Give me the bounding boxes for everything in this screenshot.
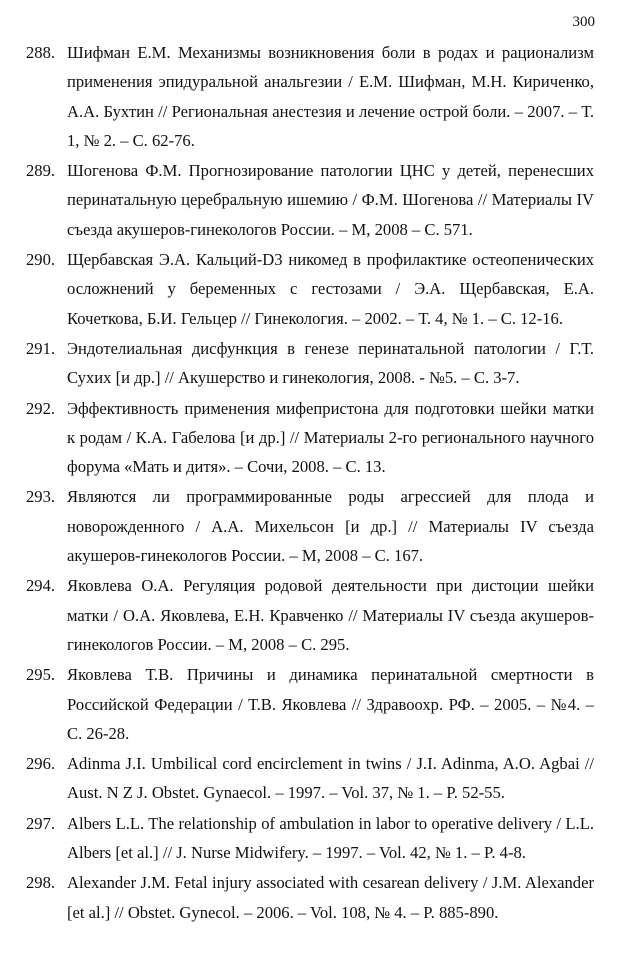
reference-item: [26, 660, 594, 748]
reference-text: Albers L.L. The relationship of ambulation in labor to operative delivery / L.L. Albers [et al.] // J. Nurse Midwifery. – 1997. – Vol. 42, № 1. – P. 4-8.: [67, 813, 594, 863]
reference-list: [26, 38, 594, 928]
reference-text: Щербавская Э.А. Кальций-D3 никомед в профилактике остеопенических осложнений у беременных с гестозами / Э.А. Щербавская, Е.А. Кочеткова, Б.И. Гельцер // Гинекология. – 2002. – Т. 4, № 1. – С. 12-16.: [67, 250, 594, 328]
reference-number: 288.: [26, 43, 56, 62]
reference-item: [26, 809, 594, 868]
reference-item: [26, 394, 594, 482]
reference-text: Эндотелиальная дисфункция в генезе перинатальной патологии / Г.Т. Сухих [и др.] // Акушерство и гинекология, 2008. - №5. – С. 3-7.: [67, 338, 594, 388]
reference-item: [26, 749, 594, 808]
reference-text: Adinma J.I. Umbilical cord encirclement in twins / J.I. Adinma, A.O. Agbai // Aust. N Z J. Obstet. Gynaecol. – 1997. – Vol. 37, № 1. – P. 52-55.: [67, 754, 594, 803]
reference-number: 294.: [26, 576, 56, 596]
reference-number: 291.: [26, 338, 56, 358]
reference-number: 297.: [26, 813, 56, 833]
reference-number: 292.: [26, 398, 56, 418]
reference-number: 296.: [26, 754, 56, 774]
reference-text: Alexander J.M. Fetal injury associated with cesarean delivery / J.M. Alexander [et al.] // Obstet. Gynecol. – 2006. – Vol. 108, № 4. – P. 885-890.: [67, 873, 594, 922]
reference-number: 295.: [26, 665, 56, 685]
page-number: 300: [572, 14, 595, 30]
reference-item: [26, 482, 594, 570]
reference-item: [26, 156, 594, 244]
reference-number: 298.: [26, 873, 56, 893]
reference-item: [26, 38, 594, 155]
reference-number: 290.: [26, 250, 56, 270]
reference-item: [26, 245, 594, 333]
reference-text: Яковлева О.А. Регуляция родовой деятельности при дистоции шейки матки / О.А. Яковлева, Е.Н. Кравченко // Материалы IV съезда акушеров-гинекологов России. – М, 2008 – С. 295.: [67, 576, 594, 654]
reference-number: 293.: [26, 487, 56, 507]
reference-text: Яковлева Т.В. Причины и динамика перинатальной смертности в Российской Федерации / Т.В. Яковлева // Здравоохр. РФ. – 2005. – №4. – С. 26-28.: [67, 665, 594, 743]
reference-item: [26, 334, 594, 393]
reference-text: Шогенова Ф.М. Прогнозирование патологии ЦНС у детей, перенесших перинатальную церебральную ишемию / Ф.М. Шогенова // Материалы IV съезда акушеров-гинекологов России. – М, 2008 – С. 571.: [67, 161, 594, 239]
reference-item: [26, 571, 594, 659]
reference-item: [26, 868, 594, 927]
reference-text: Шифман Е.М. Механизмы возникновения боли в родах и рационализм применения эпидуральной анальгезии / Е.М. Шифман, М.Н. Кириченко, А.А. Бухтин // Региональная анестезия и лечение острой боли. – 2007. – Т. 1, № 2. – С. 62-76.: [67, 43, 594, 150]
reference-text: Являются ли программированные роды агрессией для плода и новорожденного / А.А. Михельсон [и др.] // Материалы IV съезда акушеров-гинекологов России. – М, 2008 – С. 167.: [67, 487, 594, 566]
reference-text: Эффективность применения мифепристона для подготовки шейки матки к родам / К.А. Габелова [и др.] // Материалы 2-го регионального научного форума «Мать и дитя». – Сочи, 2008. – С. 13.: [67, 398, 594, 477]
reference-number: 289.: [26, 161, 56, 181]
